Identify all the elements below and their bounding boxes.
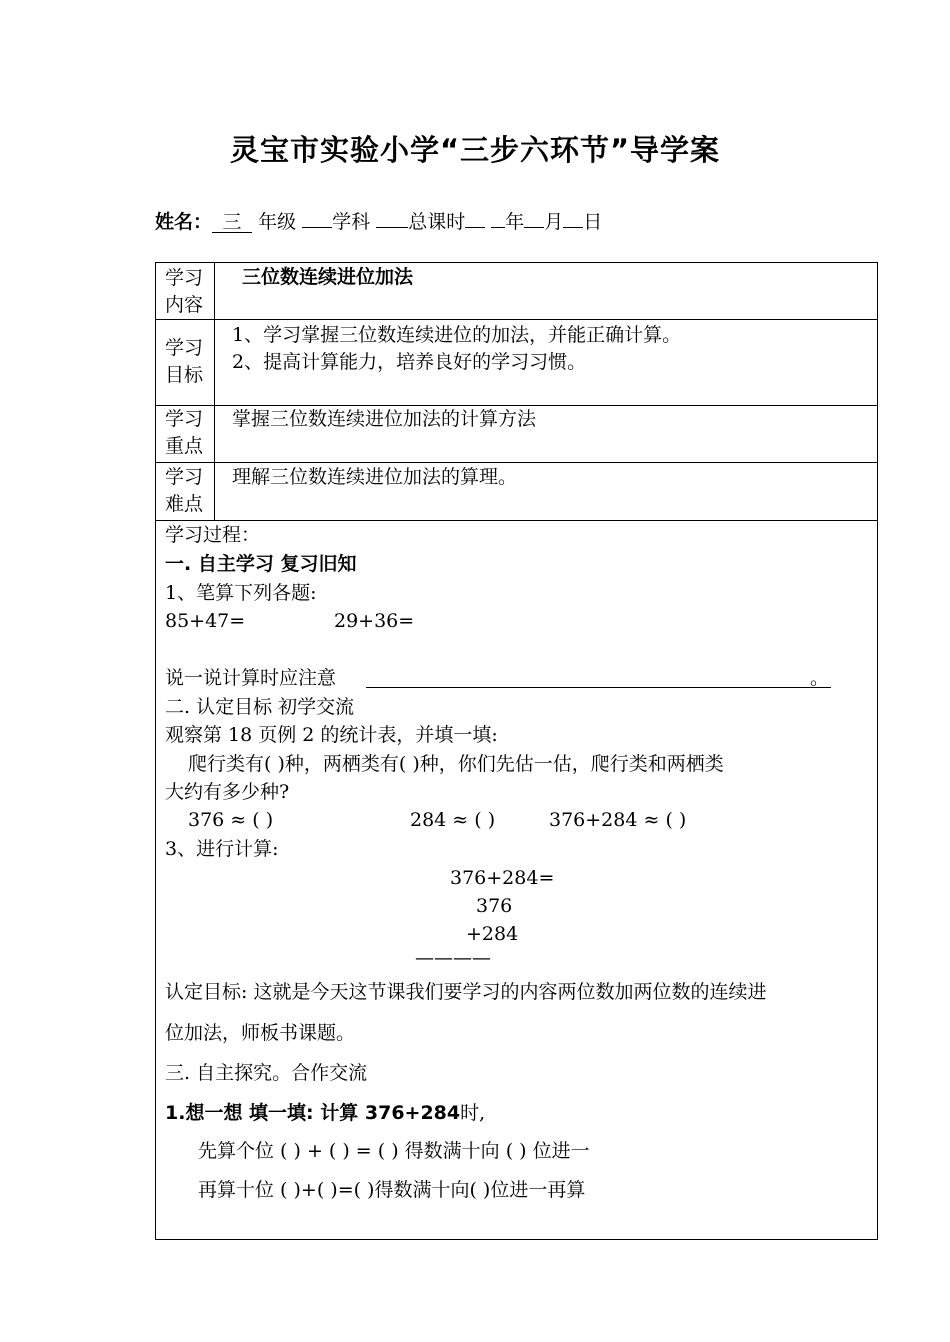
section-1-title: 一. 自主学习 复习旧知 bbox=[165, 553, 357, 575]
table-rule bbox=[155, 319, 878, 320]
subject-blank bbox=[302, 227, 332, 228]
content-value: 三位数连续进位加法 bbox=[242, 266, 414, 288]
row-label-difficulty: 学习难点 bbox=[165, 466, 204, 515]
name-label: 姓名： bbox=[155, 211, 213, 233]
process-header: 学习过程： bbox=[165, 524, 261, 546]
year-blank bbox=[491, 227, 505, 228]
step-units: 先算个位 ( ) + ( ) = ( ) 得数满十向 ( ) 位进一 bbox=[198, 1140, 590, 1162]
section-2-title: 二. 认定目标 初学交流 bbox=[165, 696, 355, 718]
table-column-divider bbox=[214, 262, 215, 520]
difficulty-value: 理解三位数连续进位加法的算理。 bbox=[232, 466, 518, 488]
calc-item-b: 29+36= bbox=[334, 610, 415, 632]
think-question-bold: 1.想一想 填一填: 计算 376+284 bbox=[165, 1102, 461, 1124]
vertical-equation: 376+284= bbox=[450, 867, 555, 889]
vertical-addend: +284 bbox=[466, 923, 519, 945]
goal-statement: 位加法，师板书课题。 bbox=[165, 1022, 356, 1044]
row-label-content: 学习内容 bbox=[165, 267, 204, 316]
fill-question-line: 爬行类有( )种，两栖类有( )种，你们先估一估，爬行类和两栖类 bbox=[188, 753, 724, 775]
page-title: 灵宝市实验小学“三步六环节”导学案 bbox=[229, 133, 721, 167]
observe-text: 观察第 18 页例 2 的统计表，并填一填: bbox=[165, 724, 498, 746]
hours-blank bbox=[376, 227, 408, 228]
info-line bbox=[155, 207, 602, 234]
step-tens: 再算十位 ( )+( )=( )得数满十向( )位进一再算 bbox=[198, 1179, 586, 1201]
grade-label: 年级 bbox=[258, 211, 297, 233]
note-blank bbox=[366, 687, 831, 688]
section-3-title: 三. 自主探究。合作交流 bbox=[165, 1062, 368, 1084]
table-rule bbox=[155, 462, 878, 463]
estimate-b: 284 ≈ ( ) bbox=[410, 809, 496, 831]
fill-question-line: 大约有多少种? bbox=[165, 781, 290, 803]
day-blank bbox=[563, 227, 583, 228]
calc-item-a: 85+47= bbox=[165, 610, 246, 632]
table-rule bbox=[155, 520, 878, 521]
month-blank bbox=[524, 227, 544, 228]
think-question bbox=[165, 1101, 485, 1125]
goal-statement: 认定目标: 这就是今天这节课我们要学习的内容两位数加两位数的连续进 bbox=[165, 981, 767, 1003]
goal-item: 1、学习掌握三位数连续进位的加法，并能正确计算。 bbox=[232, 324, 682, 346]
month-label: 月 bbox=[544, 211, 564, 233]
note-label: 说一说计算时应注意 bbox=[165, 667, 337, 689]
hours-label: 总课时 bbox=[408, 211, 466, 233]
grade-value: 三 bbox=[212, 212, 252, 233]
vertical-top-number: 376 bbox=[476, 895, 513, 917]
row-label-goal: 学习目标 bbox=[165, 337, 204, 386]
vertical-bar: ———— bbox=[415, 947, 491, 969]
hours-value-blank bbox=[465, 227, 485, 228]
day-label: 日 bbox=[583, 211, 603, 233]
key-value: 掌握三位数连续进位加法的计算方法 bbox=[232, 408, 537, 430]
year-label: 年 bbox=[505, 211, 525, 233]
row-label-key: 学习重点 bbox=[165, 408, 204, 457]
section-1-question: 1、笔算下列各题: bbox=[165, 582, 317, 604]
section-3-question: 3、进行计算: bbox=[165, 838, 279, 860]
think-question-tail: 时, bbox=[460, 1102, 486, 1124]
estimate-c: 376+284 ≈ ( ) bbox=[549, 809, 687, 831]
goal-item: 2、提高计算能力，培养良好的学习习惯。 bbox=[232, 351, 587, 373]
subject-label: 学科 bbox=[332, 211, 371, 233]
estimate-a: 376 ≈ ( ) bbox=[188, 809, 274, 831]
note-end: 。 bbox=[810, 667, 830, 689]
